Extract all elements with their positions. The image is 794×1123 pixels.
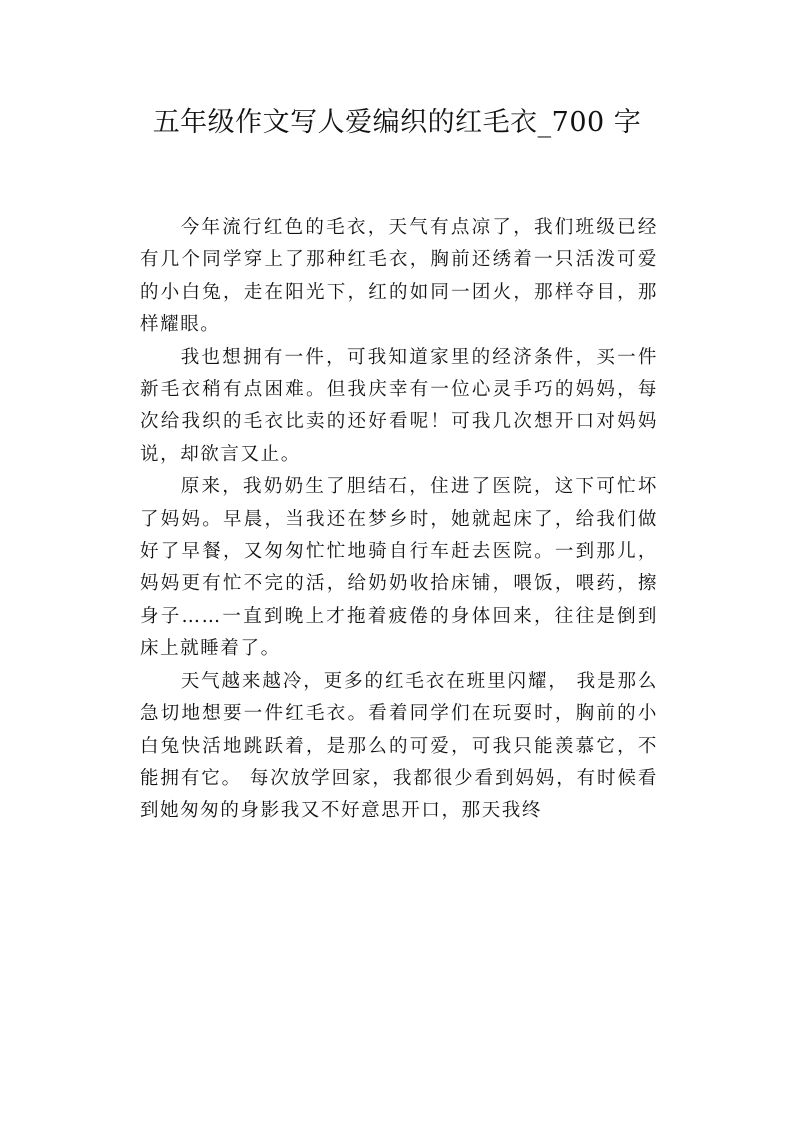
paragraph-2: 我也想拥有一件，可我知道家里的经济条件，买一件新毛衣稍有点困难。但我庆幸有一位心灵手巧的妈妈，每次给我织的毛衣比卖的还好看呢！可我几次想开口对妈妈说，却欲言又止。 xyxy=(140,346,658,465)
document-title: 五年级作文写人爱编织的红毛衣_700 字 xyxy=(152,107,642,138)
document-body xyxy=(140,212,658,828)
paragraph-4: 天气越来越冷，更多的红毛衣在班里闪耀， 我是那么急切地想要一件红毛衣。看着同学们在玩耍时，胸前的小白兔快活地跳跃着，是那么的可爱，可我只能羡慕它，不能拥有它。 每次放学回家，我都很少看到妈妈，有时候看到她匆匆的身影我又不好意思开口，那天我终 xyxy=(140,670,658,822)
paragraph-3: 原来，我奶奶生了胆结石，住进了医院，这下可忙坏了妈妈。早晨，当我还在梦乡时，她就起床了，给我们做好了早餐，又匆匆忙忙地骑自行车赶去医院。一到那儿，妈妈更有忙不完的活，给奶奶收拾床铺，喂饭，喂药，擦身子……一直到晚上才拖着疲倦的身体回来，往往是倒到床上就睡着了。 xyxy=(140,476,658,660)
paragraph-1: 今年流行红色的毛衣，天气有点凉了，我们班级已经有几个同学穿上了那种红毛衣，胸前还绣着一只活泼可爱的小白兔，走在阳光下，红的如同一团火，那样夺目，那样耀眼。 xyxy=(140,217,658,336)
